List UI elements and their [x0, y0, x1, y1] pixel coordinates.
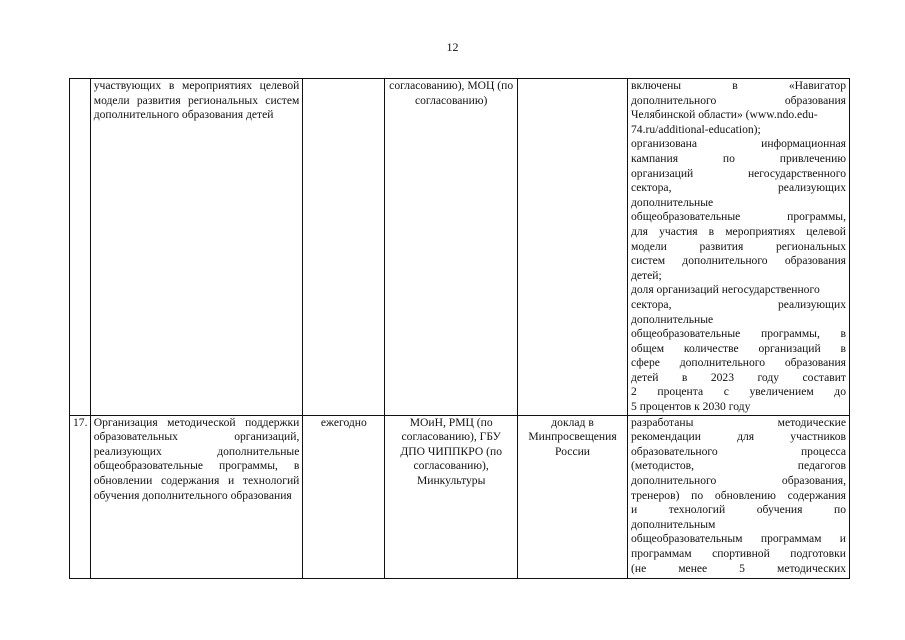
report-cell: доклад в Минпросвещения России	[518, 415, 628, 578]
term-cell: ежегодно	[303, 415, 385, 578]
result-line: (методистов, педагогов	[631, 459, 846, 473]
table-row	[70, 79, 850, 416]
result-line: доля организаций негосударственного	[631, 283, 820, 297]
result-line: систем дополнительного образования	[631, 254, 846, 268]
result-line: дополнительные	[631, 195, 714, 209]
result-line: модели развития региональных	[631, 239, 846, 253]
result-line: сфере дополнительного образования	[631, 356, 846, 370]
result-line: дополнительным	[631, 517, 716, 531]
result-line: общеобразовательные программы, в	[631, 327, 846, 341]
result-cell	[628, 79, 850, 416]
result-line: (не менее 5 методических	[631, 561, 846, 575]
result-line: образовательного процесса	[631, 444, 846, 458]
report-cell	[518, 79, 628, 416]
result-line: и технологий обучения по	[631, 503, 846, 517]
result-line: дополнительного образования,	[631, 474, 846, 488]
result-line: организаций негосударственного	[631, 166, 846, 180]
result-line: тренеров) по обновлению содержания	[631, 488, 846, 502]
result-line: дополнительные	[631, 312, 714, 326]
result-line: детей;	[631, 268, 662, 282]
result-line: детей в 2023 году составит	[631, 370, 846, 384]
executors-cell: согласованию), МОЦ (по согласованию)	[385, 79, 518, 416]
result-line: организована информационная	[631, 137, 846, 151]
event-cell: Организация методической поддержки образовательных организаций, реализующих дополнительные общеобразовательные программы, в обновлении содержания и технологий обучения дополнительного образования	[90, 415, 303, 578]
result-line: общеобразовательным программам и	[631, 532, 846, 546]
executors-cell: МОиН, РМЦ (по согласованию), ГБУ ДПО ЧИППКРО (по согласованию), Минкультуры	[385, 415, 518, 578]
result-cell	[628, 415, 850, 578]
row-number-cell	[70, 79, 91, 416]
result-line: сектора, реализующих	[631, 297, 846, 311]
result-line: 74.ru/additional-education);	[631, 122, 761, 136]
result-line: рекомендации для участников	[631, 430, 846, 444]
row-number-cell: 17.	[70, 415, 91, 578]
result-line: 5 процентов к 2030 году	[631, 400, 751, 414]
result-line: включены в «Навигатор	[631, 79, 846, 92]
result-line: для участия в мероприятиях целевой	[631, 224, 846, 238]
result-line: Челябинской области» (www.ndo.edu-	[631, 108, 818, 122]
result-line: общеобразовательные программы,	[631, 210, 846, 224]
term-cell	[303, 79, 385, 416]
result-line: 2 процента с увеличением до	[631, 385, 846, 399]
table-row	[70, 415, 850, 578]
plan-table	[69, 78, 850, 579]
result-line: дополнительного образования	[631, 93, 846, 107]
result-line: разработаны методические	[631, 415, 846, 429]
result-line: сектора, реализующих	[631, 181, 846, 195]
result-line: общем количестве организаций в	[631, 341, 846, 355]
event-cell: участвующих в мероприятиях целевой модели развития региональных систем дополнительного образования детей	[90, 79, 303, 416]
result-line: программам спортивной подготовки	[631, 547, 846, 560]
result-line: кампания по привлечению	[631, 151, 846, 165]
page-number: 12	[446, 40, 459, 54]
